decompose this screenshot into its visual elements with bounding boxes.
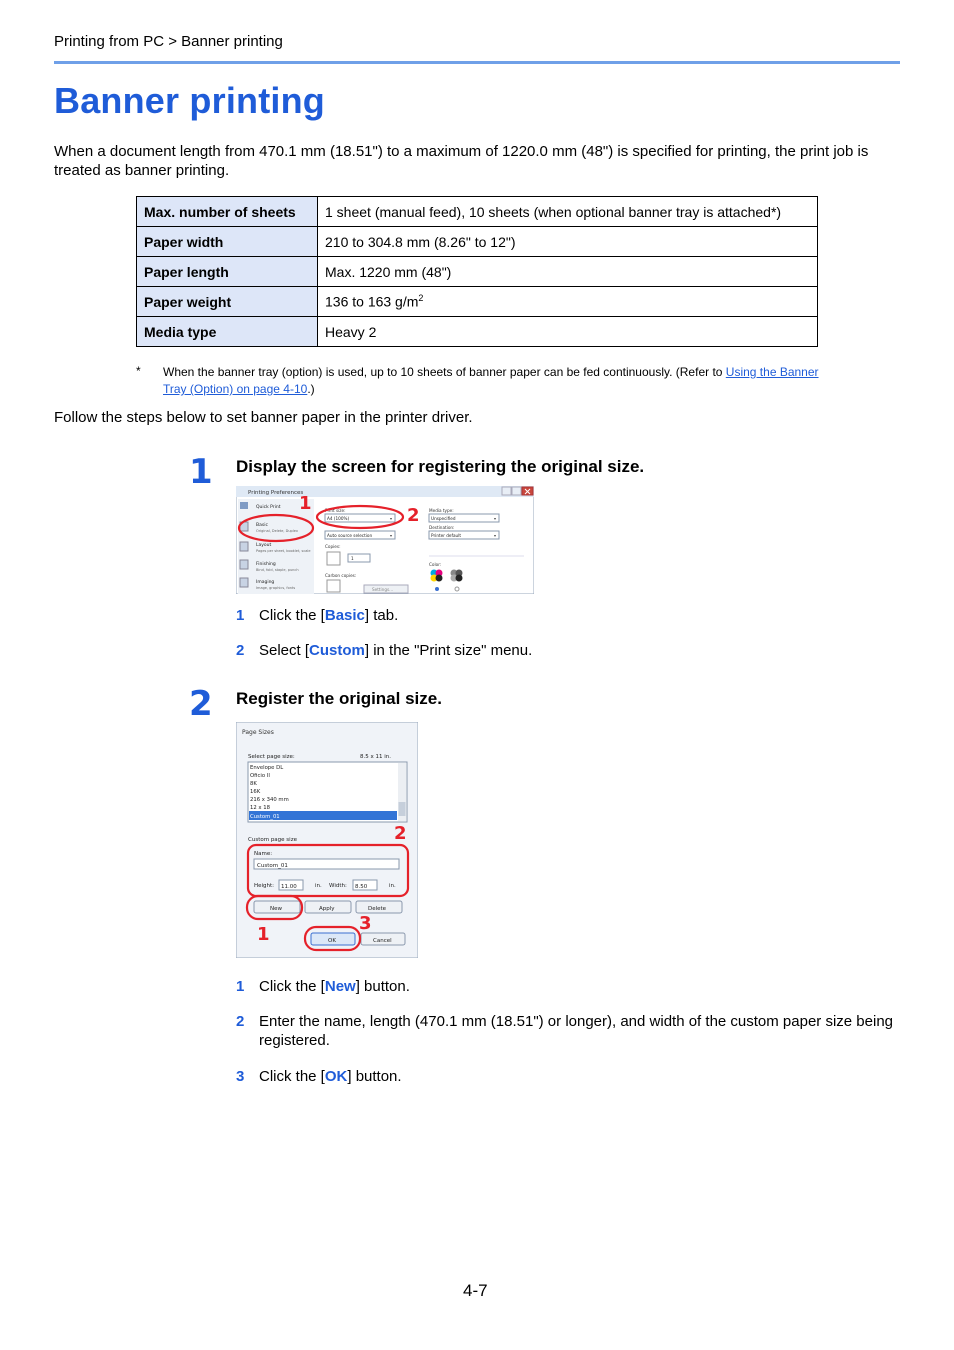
substep-pre: Click the [ [259, 978, 325, 995]
layout-icon [240, 542, 248, 551]
copies-value: 1 [351, 556, 354, 561]
media-type-label: Media type: [429, 508, 454, 513]
tab-finishing[interactable]: Finishing [256, 562, 276, 567]
ok-label: OK [328, 938, 336, 944]
size-readout: 8.5 x 11 in. [360, 754, 392, 760]
substep-highlight: OK [324, 1068, 348, 1085]
tab-quick-print[interactable]: Quick Print [256, 505, 281, 510]
substep-post: ] in the "Print size" menu. [364, 642, 533, 659]
scrollbar-thumb[interactable] [399, 802, 406, 816]
footnote-after: .) [307, 382, 315, 396]
page-title: Banner printing [54, 80, 325, 121]
spec-value [318, 287, 818, 317]
window-title: Printing Preferences [248, 490, 304, 496]
substep [236, 1012, 896, 1052]
substep-text [259, 606, 899, 625]
width-value: 8.50 [355, 884, 368, 890]
chevron-down-icon: ▾ [494, 533, 497, 538]
substep-pre: Click the [ [259, 607, 325, 624]
footnote-link[interactable]: Using the Banner Tray (Option) on page 4-10 [163, 365, 819, 396]
destination-label: Destination: [429, 525, 455, 530]
list-item[interactable]: Oficio II [250, 773, 270, 779]
cancel-label: Cancel [373, 938, 392, 944]
substep-post: ] tab. [364, 607, 399, 624]
substep-highlight: Basic [324, 607, 365, 624]
substep-number: 2 [236, 1013, 245, 1030]
page-number: 4-7 [463, 1281, 488, 1300]
list-item-selected[interactable]: Custom_01 [250, 814, 280, 820]
chevron-down-icon: ▾ [494, 516, 497, 521]
table-row [137, 287, 818, 317]
footnote-marker: * [136, 364, 141, 378]
substep-text [259, 641, 899, 660]
substep-pre: Click the [ [259, 1068, 325, 1085]
callout-number: 1 [299, 493, 312, 514]
width-unit: in. [389, 883, 396, 889]
color-radio[interactable] [435, 587, 439, 591]
height-unit: in. [315, 883, 322, 889]
print-size-value: A4 (100%) [327, 516, 350, 521]
list-item[interactable]: 16K [250, 789, 261, 795]
spec-table [136, 196, 818, 347]
chevron-down-icon: ▾ [390, 533, 393, 538]
substep [236, 641, 896, 663]
carbon-icon [327, 580, 340, 592]
tab-imaging-desc: Image, graphics, fonts [256, 586, 296, 590]
delete-label: Delete [368, 906, 387, 912]
substep [236, 977, 896, 999]
callout-number: 2 [407, 505, 420, 526]
list-item[interactable]: 12 x 18 [250, 805, 270, 811]
tab-layout[interactable]: Layout [256, 543, 272, 548]
callout-number: 1 [257, 924, 270, 945]
spec-value-text: 136 to 163 g/m [325, 293, 419, 310]
list-item[interactable]: Envelope DL [250, 765, 284, 771]
table-row [137, 317, 818, 347]
spec-label: Paper length [137, 257, 318, 287]
tab-basic-desc: Original, Delete, Duplex [256, 529, 298, 533]
spec-label: Paper weight [137, 287, 318, 317]
width-label: Width: [329, 883, 347, 889]
tab-basic[interactable]: Basic [256, 523, 268, 528]
finishing-icon [240, 560, 248, 569]
callout-number: 3 [359, 913, 372, 934]
list-item[interactable]: 216 x 340 mm [250, 797, 289, 803]
substep-pre: Select [ [259, 642, 310, 659]
window-title: Page Sizes [242, 729, 274, 736]
media-type-value: Unspecified [431, 516, 456, 521]
printing-preferences-screenshot [236, 486, 534, 594]
substep-post: ] button. [347, 1068, 402, 1085]
substep-number: 1 [236, 978, 245, 995]
substep [236, 606, 896, 628]
list-item[interactable]: 8K [250, 781, 257, 787]
substep-number: 3 [236, 1068, 245, 1085]
tab-layout-desc: Pages per sheet, booklet, scale [256, 549, 311, 553]
substep-number: 1 [236, 607, 245, 624]
substep-number: 2 [236, 642, 245, 659]
source-value: Auto source selection [327, 533, 373, 538]
table-row [137, 197, 818, 227]
spec-value: Max. 1220 mm (48") [318, 257, 818, 287]
step-title: Register the original size. [236, 689, 442, 708]
apply-label: Apply [319, 906, 335, 912]
header-rule [54, 61, 900, 64]
superscript: 2 [418, 293, 424, 304]
quick-print-icon [240, 502, 248, 509]
intro-paragraph: When a document length from 470.1 mm (18.51") to a maximum of 1220.0 mm (48") is specified for printing, the print job is treated as banner printing. [54, 143, 869, 179]
step-number: 2 [189, 684, 213, 724]
spec-label: Paper width [137, 227, 318, 257]
follow-text: Follow the steps below to set banner paper in the printer driver. [54, 409, 473, 426]
select-page-size-label: Select page size: [248, 754, 295, 760]
substep-post: ] button. [355, 978, 410, 995]
print-size-label: Print size: [325, 508, 346, 513]
spec-label: Max. number of sheets [137, 197, 318, 227]
spec-value: 210 to 304.8 mm (8.26" to 12") [318, 227, 818, 257]
substep [236, 1067, 896, 1089]
imaging-icon [240, 578, 248, 587]
substep-text [259, 977, 899, 996]
spec-label: Media type [137, 317, 318, 347]
substep-text [259, 1067, 899, 1086]
height-label: Height: [254, 883, 275, 889]
spec-value: Heavy 2 [318, 317, 818, 347]
settings-label: Settings... [372, 587, 394, 592]
group-label: Custom page size [248, 837, 297, 843]
step-title: Display the screen for registering the original size. [236, 457, 645, 476]
name-value: Custom_01 [257, 863, 288, 869]
footnote [163, 364, 823, 398]
tab-finishing-desc: Bind, fold, staple, punch [256, 568, 299, 572]
tab-imaging[interactable]: Imaging [256, 580, 275, 585]
substep-highlight: New [324, 978, 356, 995]
new-label: New [270, 906, 282, 912]
height-value: 11.00 [281, 884, 297, 890]
spec-value: 1 sheet (manual feed), 10 sheets (when optional banner tray is attached*) [318, 197, 818, 227]
table-row [137, 227, 818, 257]
copies-icon [327, 552, 340, 565]
destination-value: Printer default [431, 533, 461, 538]
copies-label: Copies: [325, 544, 341, 549]
substep-text: Enter the name, length (470.1 mm (18.51") or longer), and width of the custom paper size being registered. [259, 1013, 894, 1049]
table-row [137, 257, 818, 287]
chevron-down-icon: ▾ [390, 516, 393, 521]
substep-highlight: Custom [309, 642, 365, 659]
carbon-label: Carbon copies: [325, 573, 357, 578]
name-label: Name: [254, 851, 273, 857]
footnote-text: When the banner tray (option) is used, up to 10 sheets of banner paper can be fed continuously. (Refer to [163, 365, 726, 379]
breadcrumb: Printing from PC > Banner printing [54, 33, 283, 50]
page-sizes-screenshot [236, 722, 418, 958]
color-label: Color: [429, 562, 442, 567]
callout-number: 2 [394, 823, 407, 844]
step-number: 1 [189, 452, 213, 492]
